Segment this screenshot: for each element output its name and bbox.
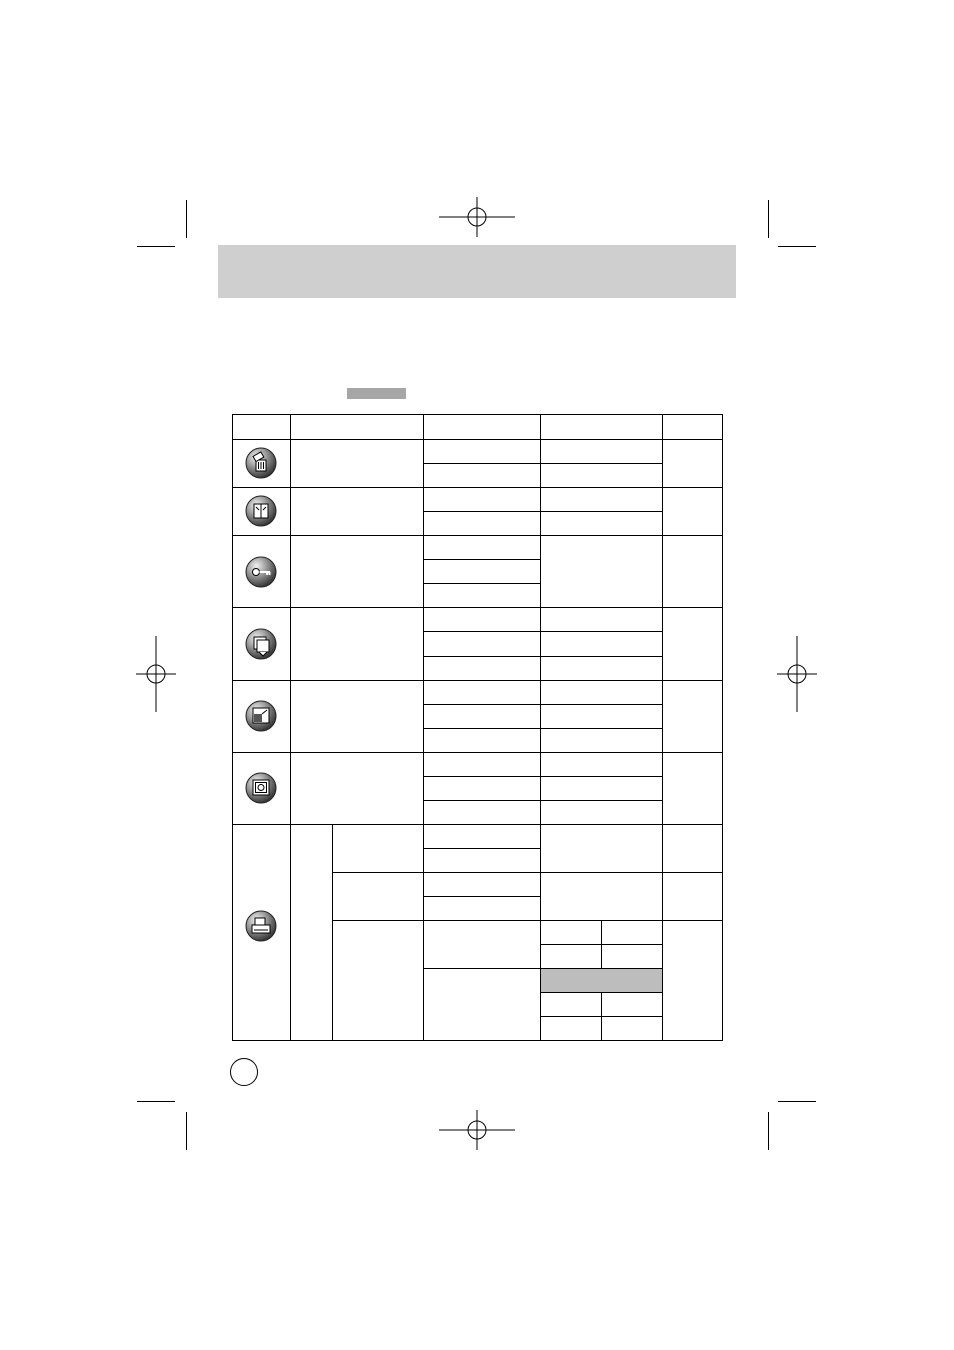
- key-icon: [245, 556, 277, 588]
- page-number: [230, 1058, 258, 1086]
- printer-icon: [245, 910, 277, 942]
- folder-icon: [245, 495, 277, 527]
- trash-icon: [245, 447, 277, 479]
- picture-frame-icon: [245, 772, 277, 804]
- window-icon: [245, 700, 277, 732]
- stack-icon: [245, 628, 277, 660]
